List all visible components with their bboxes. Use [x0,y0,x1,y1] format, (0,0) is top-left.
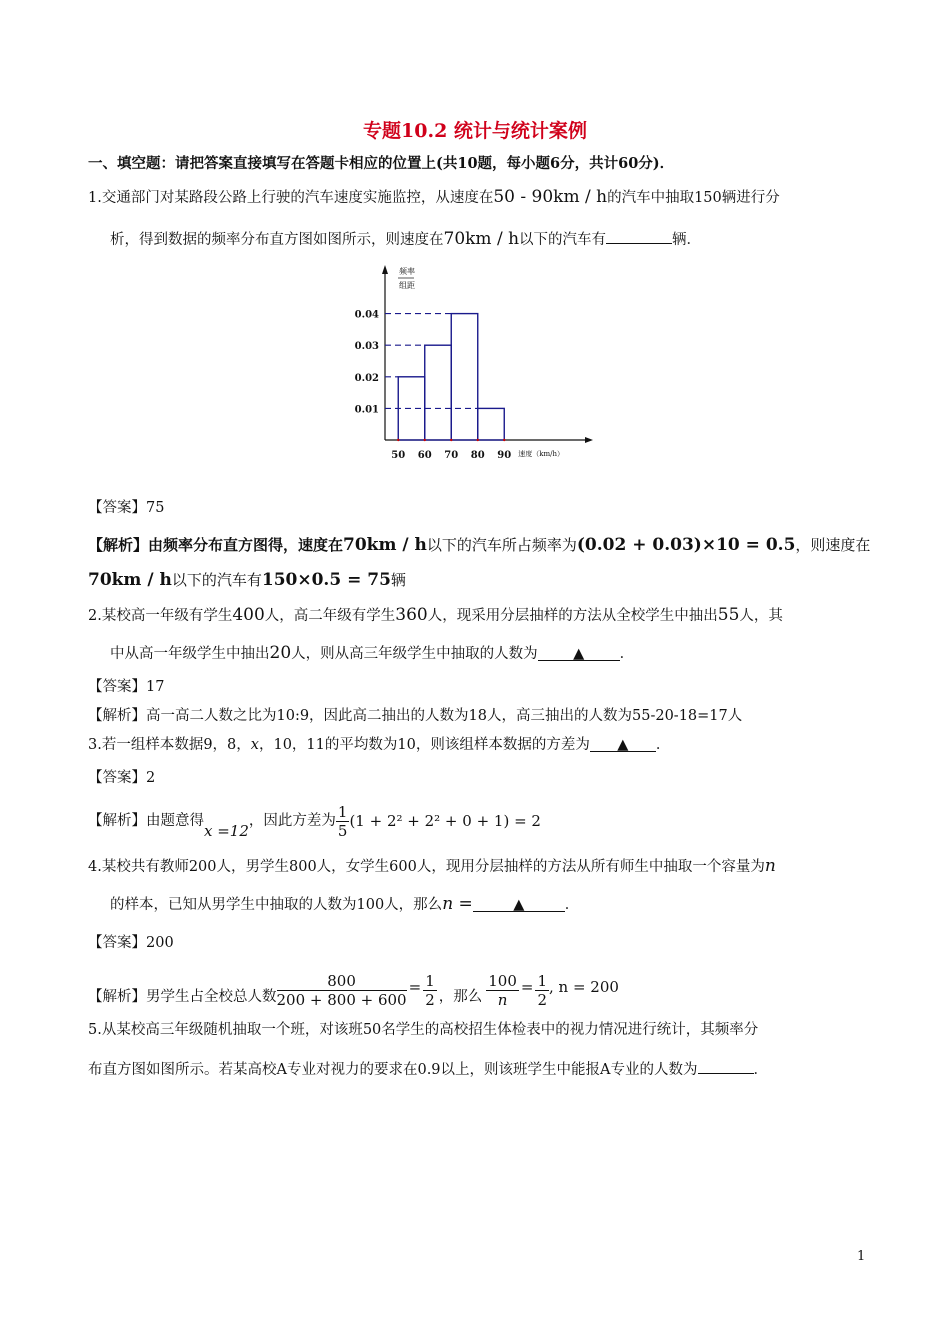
q1-analysis-text: 以下的汽车所占频率为 [426,536,577,554]
q1-text: 1.交通部门对某路段公路上行驶的汽车速度实施监控，从速度在 [88,190,494,206]
q5-text: 布直方图如图所示。若某高校A专业对视力的要求在0.9以上，则该班学生中能报A专业的人数为 [88,1062,698,1078]
q3-variable: x [250,737,259,753]
q4-analysis [88,963,619,1009]
q4-text: 的样本，已知从男学生中抽取的人数为100人，那么 [110,897,443,913]
q3-analysis-text: ，因此方差为 [248,813,336,829]
q1-line2 [110,227,701,250]
equals-sign: = [520,978,534,996]
answer-blank[interactable] [606,227,672,244]
y-tick-label: 0.01 [355,404,379,416]
q3-text: ． [655,737,671,753]
q1-text: 以下的汽车有 [519,232,607,248]
q2-number: 400 [232,605,265,625]
q3-analysis-text: 【解析】由题意得 [88,813,204,829]
answer-blank[interactable] [698,1057,754,1074]
y-tick-label: 0.04 [355,309,379,321]
x-tick-mark [503,439,505,441]
answer-blank[interactable]: ▲ [538,644,620,661]
q2-text: ． [619,646,635,662]
q3-text: ，10，11的平均数为10，则该组样本数据的方差为 [258,737,590,753]
equals-sign: = [408,978,422,996]
x-tick-mark [450,439,452,441]
q2-text: 2.某校高一年级有学生 [88,608,233,624]
frac-den: 5 [337,821,348,840]
page-title: 专题10.2 统计与统计案例 [363,120,587,142]
q5-text: ． [753,1062,768,1078]
q4-analysis-formula: , n = 200 [549,978,619,996]
q4-line1 [88,856,776,877]
x-tick-label: 50 [391,450,406,461]
histogram-bar [451,314,478,440]
x-axis-label: 速度（km/h） [518,450,564,458]
y-axis-arrow [382,265,388,274]
q1-line1 [88,187,780,208]
q1-text: 析，得到数据的频率分布直方图如图所示，则速度在 [110,232,444,248]
q3-answer: 【答案】2 [88,770,156,786]
q4-analysis-text: 【解析】男学生占全校总人数 [88,989,277,1005]
page-number: 1 [857,1249,866,1264]
q1-analysis-speed: 70km / h [88,570,172,590]
q2-text: 人，其 [739,608,783,624]
q1-analysis-formula: 150×0.5 = 75 [261,570,391,590]
q3-analysis [88,800,541,842]
x-tick-mark [397,439,399,441]
frac-den: 2 [425,991,435,1009]
q4-variable: n = [442,894,473,914]
q2-text: 人，现采用分层抽样的方法从全校学生中抽出 [427,608,718,624]
q2-number: 55 [717,605,740,625]
y-label-top: 频率 [399,267,415,276]
frac-num: 100 [488,972,517,990]
q1-analysis-formula: (0.02 + 0.03)×10 = 0.5 [576,535,796,555]
q4-text: 4.某校共有教师200人，男学生800人，女学生600人，现用分层抽样的方法从所有师生中抽取一个容量为 [88,859,765,875]
frac-den: n [497,991,508,1009]
x-tick-label: 70 [444,450,459,461]
q1-analysis-line1 [88,535,870,555]
q4-variable: n [764,856,776,876]
x-tick-mark [424,439,426,441]
q2-number: 360 [395,605,428,625]
frac-num: 1 [337,802,348,821]
y-label-bottom: 组距 [399,281,415,290]
y-tick-label: 0.02 [355,372,379,384]
q1-text: 辆． [672,232,702,248]
q5-line2 [88,1057,768,1080]
q1-text: 的汽车中抽取150辆进行分 [607,190,780,206]
q2-answer: 【答案】17 [88,679,165,695]
histogram-bar [478,408,505,440]
q1-analysis-text: ，则速度在 [795,536,871,554]
q3-fraction [336,803,350,840]
q3-text: 3.若一组样本数据9，8， [88,737,251,753]
q3-line1 [88,735,670,755]
frac-den: 2 [537,991,547,1009]
x-axis-arrow [585,437,593,443]
q1-analysis-text: 辆 [390,571,406,589]
q1-analysis-text: 【解析】由频率分布直方图得，速度在 [88,536,344,554]
q3-analysis-formula: (1 + 2² + 2² + 0 + 1) = 2 [349,812,541,830]
q4-fraction-1 [277,972,407,1009]
q4-fraction-4 [535,972,549,1009]
q2-line2 [110,643,634,664]
section-header: 一、填空题：请把答案直接填写在答题卡相应的位置上(共10题，每小题6分，共计60分)． [88,155,675,172]
q4-analysis-text: ，那么 [438,989,483,1005]
frac-den: 200 + 800 + 600 [276,991,407,1009]
q2-number: 20 [269,643,292,663]
frac-num: 800 [277,972,407,991]
q4-answer: 【答案】200 [88,935,174,951]
answer-blank[interactable]: ▲ [473,895,565,912]
q1-speed-range: 50 - 90km / h [493,187,608,207]
q4-line2 [110,894,579,915]
x-tick-label: 60 [417,450,432,461]
frac-num: 1 [537,972,547,990]
y-tick-label: 0.03 [355,341,379,353]
q3-analysis-var: x =12 [204,822,249,840]
q1-analysis-speed: 70km / h [343,535,427,555]
q2-text: 人，高二年级有学生 [264,608,396,624]
q4-text: ． [564,897,580,913]
x-tick-mark [477,439,479,441]
answer-blank[interactable]: ▲ [590,735,656,752]
q4-fraction-3 [486,972,519,1009]
q1-analysis-text: 以下的汽车有 [171,571,262,589]
q2-line1 [88,605,783,626]
q5-line1: 5.从某校高三年级随机抽取一个班，对该班50名学生的高校招生体检表中的视力情况进行统计，其频率分 [88,1022,759,1038]
q1-analysis-line2 [88,570,406,590]
q1-answer: 【答案】75 [88,500,165,516]
q2-text: 人，则从高三年级学生中抽取的人数为 [291,646,538,662]
q2-analysis: 【解析】高一高二人数之比为10:9，因此高二抽出的人数为18人，高三抽出的人数为55-20-18=17人 [88,708,743,724]
frac-num: 1 [425,972,435,990]
histogram-bar [425,345,452,440]
q4-fraction-2 [423,972,437,1009]
frequency-histogram [355,262,605,467]
q1-speed: 70km / h [443,229,520,249]
x-tick-label: 90 [497,450,512,461]
x-tick-label: 80 [470,450,485,461]
q2-text: 中从高一年级学生中抽出 [110,646,270,662]
